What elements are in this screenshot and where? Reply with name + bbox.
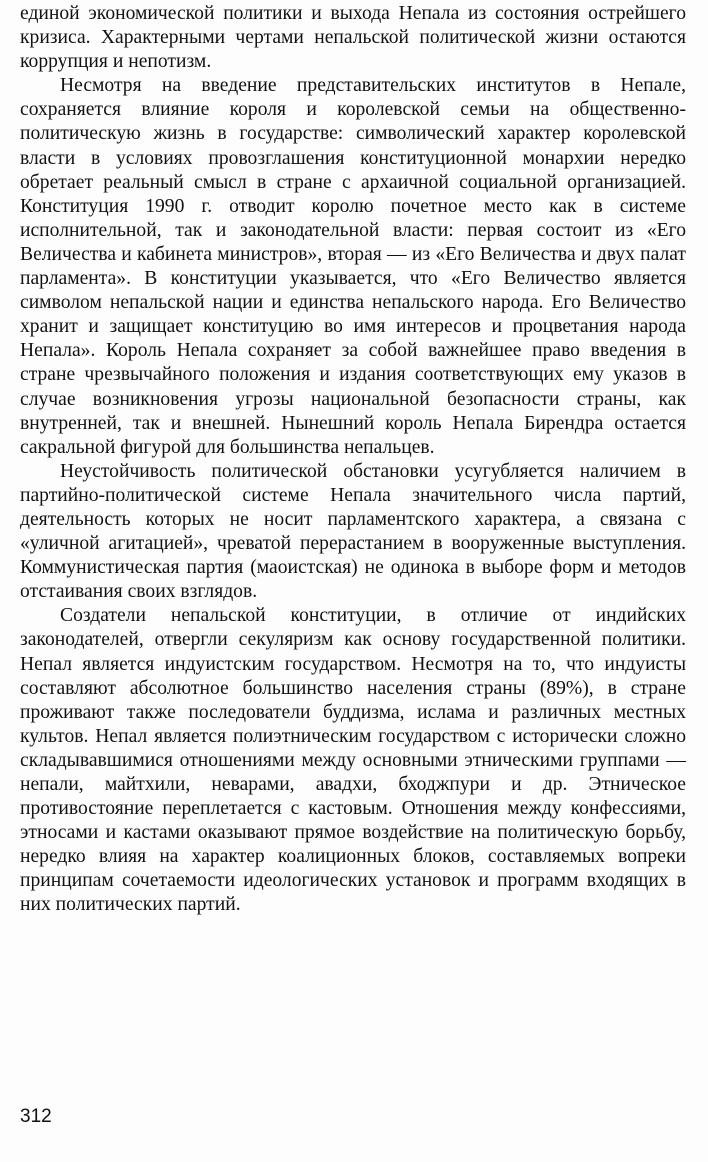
paragraph-religion-ethnicity: Создатели непальской конституции, в отличие от индийских законодателей, отвергли секуляризм как основу государственной политики. Непал является индуистским государством. Несмотря на то, что индуисты составляют абсолютное большинство населения страны (89%), в стране проживают также последователи буддизма, ислама и различных местных культов. Непал является полиэтническим государством с исторически сложно складывавшимися отношениями между основными этническими группами — непали, майтхили, неварами, авадхи, бходжпури и др. Этническое противостояние переплетается с кастовым. Отношения между конфессиями, этносами и кастами оказывают прямое воздействие на политическую борьбу, нередко влияя на характер коалиционных блоков, составляемых вопреки принципам сочетаемости идеологических установок и программ входящих в них политических партий. <box>20 605 686 916</box>
body-text <box>20 2 686 918</box>
page-number: 312 <box>20 1106 52 1127</box>
paragraph-parties: Неустойчивость политической обстановки усугубляется наличием в партийно-политической системе Непала значительного числа партий, деятельность которых не носит парламентского характера, а связана с «уличной агитацией», чреватой перерастанием в вооруженные выступления. Коммунистическая партия (маоистская) не одинока в выборе форм и методов отстаивания своих взглядов. <box>20 460 686 603</box>
paragraph-continuation: единой экономической политики и выхода Непала из состояния острейшего кризиса. Характерными чертами непальской политической жизни остаются коррупция и непотизм. <box>20 3 686 73</box>
paragraph-monarchy: Несмотря на введение представительских институтов в Непале, сохраняется влияние короля и королевской семьи на общественно-политическую жизнь в государстве: символический характер королевской власти в условиях провозглашения конституционной монархии нередко обретает реальный смысл в стране с архаичной социальной организацией. Конституция 1990 г. отводит королю почетное место как в системе исполнительной, так и законодательной власти: первая состоит из «Его Величества и кабинета министров», вторая — из «Его Величества и двух палат парламента». В конституции указывается, что «Его Величество является символом непальской нации и единства непальского народа. Его Величество хранит и защищает конституцию во имя интересов и процветания народа Непала». Король Непала сохраняет за собой важнейшее право введения в стране чрезвычайного положения и издания соответствующих ему указов в случае возникновения угрозы национальной безопасности страны, как внутренней, так и внешней. Нынешний король Непала Бирендра остается сакральной фигурой для большинства непальцев. <box>20 75 686 458</box>
